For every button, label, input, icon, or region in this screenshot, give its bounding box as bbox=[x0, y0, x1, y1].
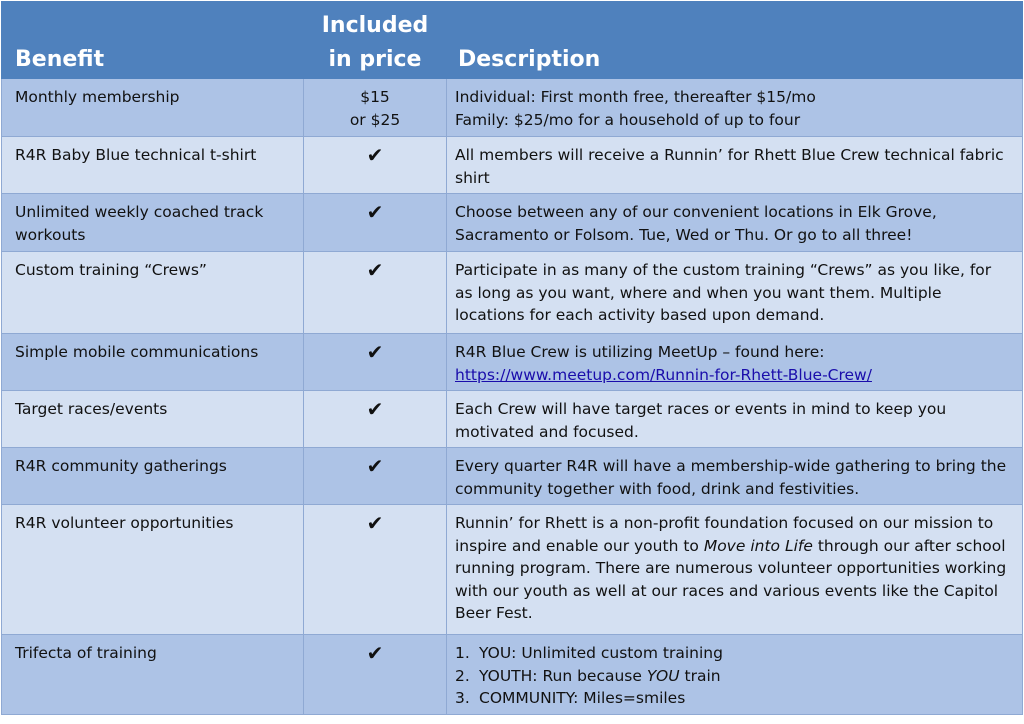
price-cell bbox=[304, 79, 447, 137]
desc-italic: Move into Life bbox=[703, 536, 813, 555]
list-text-before: YOUTH: Run because bbox=[479, 666, 642, 685]
meetup-link[interactable]: https://www.meetup.com/Runnin-for-Rhett-Blue-Crew/ bbox=[455, 365, 872, 384]
included-check-icon bbox=[304, 635, 447, 715]
header-included-line2: in price bbox=[328, 47, 422, 72]
benefit-cell: Trifecta of training bbox=[2, 635, 304, 715]
description-cell: Choose between any of our convenient locations in Elk Grove, Sacramento or Folsom. Tue, Wed or Thu. Or go to all three! bbox=[447, 194, 1023, 252]
table-row bbox=[2, 79, 1023, 137]
included-check-icon bbox=[304, 334, 447, 391]
header-description: Description bbox=[447, 2, 1023, 79]
included-check-icon bbox=[304, 252, 447, 334]
list-text-italic: YOU bbox=[646, 666, 680, 685]
table-row bbox=[2, 334, 1023, 391]
header-benefit: Benefit bbox=[2, 2, 304, 79]
check-mark-icon: ✔ bbox=[366, 511, 384, 535]
check-mark-icon: ✔ bbox=[366, 454, 384, 478]
benefit-cell: Monthly membership bbox=[2, 79, 304, 137]
description-cell bbox=[447, 635, 1023, 715]
included-check-icon bbox=[304, 137, 447, 194]
included-check-icon bbox=[304, 448, 447, 505]
check-mark-icon: ✔ bbox=[366, 143, 384, 167]
header-row bbox=[2, 2, 1023, 79]
included-check-icon bbox=[304, 194, 447, 252]
description-cell: Participate in as many of the custom training “Crews” as you like, for as long as you want, where and when you want them. Multiple locations for each activity based upon demand. bbox=[447, 252, 1023, 334]
check-mark-icon: ✔ bbox=[366, 397, 384, 421]
desc-line2: Family: $25/mo for a household of up to four bbox=[455, 110, 801, 129]
benefit-cell: Target races/events bbox=[2, 391, 304, 448]
table-row bbox=[2, 448, 1023, 505]
description-cell: Every quarter R4R will have a membership-wide gathering to bring the community together with food, drink and festivities. bbox=[447, 448, 1023, 505]
desc-text: R4R Blue Crew is utilizing MeetUp – found here: bbox=[455, 343, 825, 361]
trifecta-list bbox=[455, 642, 1012, 710]
benefit-cell: Custom training “Crews” bbox=[2, 252, 304, 334]
list-item bbox=[455, 665, 1012, 688]
header-included bbox=[304, 2, 447, 79]
description-cell bbox=[447, 79, 1023, 137]
header-included-line1: Included bbox=[321, 13, 429, 38]
check-mark-icon: ✔ bbox=[366, 340, 384, 364]
description-cell bbox=[447, 505, 1023, 635]
desc-line1: Individual: First month free, thereafter $15/mo bbox=[455, 88, 816, 106]
desc-before: Runnin’ for Rhett is a non-profit foundation focused on our mission to inspire and enable our youth to bbox=[455, 514, 994, 555]
list-item bbox=[455, 642, 1012, 665]
check-mark-icon: ✔ bbox=[366, 258, 384, 282]
price-line1: $15 bbox=[360, 88, 390, 106]
table-row bbox=[2, 194, 1023, 252]
table-row bbox=[2, 391, 1023, 448]
included-check-icon bbox=[304, 505, 447, 635]
desc-after: through our after school running program. There are numerous volunteer opportunities working with our youth as well at our races and various events like the Capitol Beer Fest. bbox=[455, 536, 1007, 622]
list-number: 2. bbox=[455, 666, 470, 685]
description-cell: All members will receive a Runnin’ for Rhett Blue Crew technical fabric shirt bbox=[447, 137, 1023, 194]
list-text: YOU: Unlimited custom training bbox=[479, 644, 723, 662]
list-number: 1. bbox=[455, 644, 470, 662]
list-text: COMMUNITY: Miles=smiles bbox=[479, 689, 686, 707]
check-mark-icon: ✔ bbox=[366, 641, 384, 665]
price-line2: or $25 bbox=[349, 110, 401, 129]
benefits-table bbox=[1, 1, 1023, 715]
table-row bbox=[2, 252, 1023, 334]
list-number: 3. bbox=[455, 689, 470, 707]
description-cell: Each Crew will have target races or events in mind to keep you motivated and focused. bbox=[447, 391, 1023, 448]
included-check-icon bbox=[304, 391, 447, 448]
list-text-after: train bbox=[684, 666, 721, 685]
benefit-cell: R4R Baby Blue technical t-shirt bbox=[2, 137, 304, 194]
check-mark-icon: ✔ bbox=[366, 200, 384, 224]
table-row bbox=[2, 505, 1023, 635]
benefit-cell: Unlimited weekly coached track workouts bbox=[2, 194, 304, 252]
list-item bbox=[455, 687, 1012, 710]
description-cell bbox=[447, 334, 1023, 391]
benefit-cell: R4R volunteer opportunities bbox=[2, 505, 304, 635]
benefit-cell: Simple mobile communications bbox=[2, 334, 304, 391]
table-row bbox=[2, 635, 1023, 715]
table-row bbox=[2, 137, 1023, 194]
benefit-cell: R4R community gatherings bbox=[2, 448, 304, 505]
